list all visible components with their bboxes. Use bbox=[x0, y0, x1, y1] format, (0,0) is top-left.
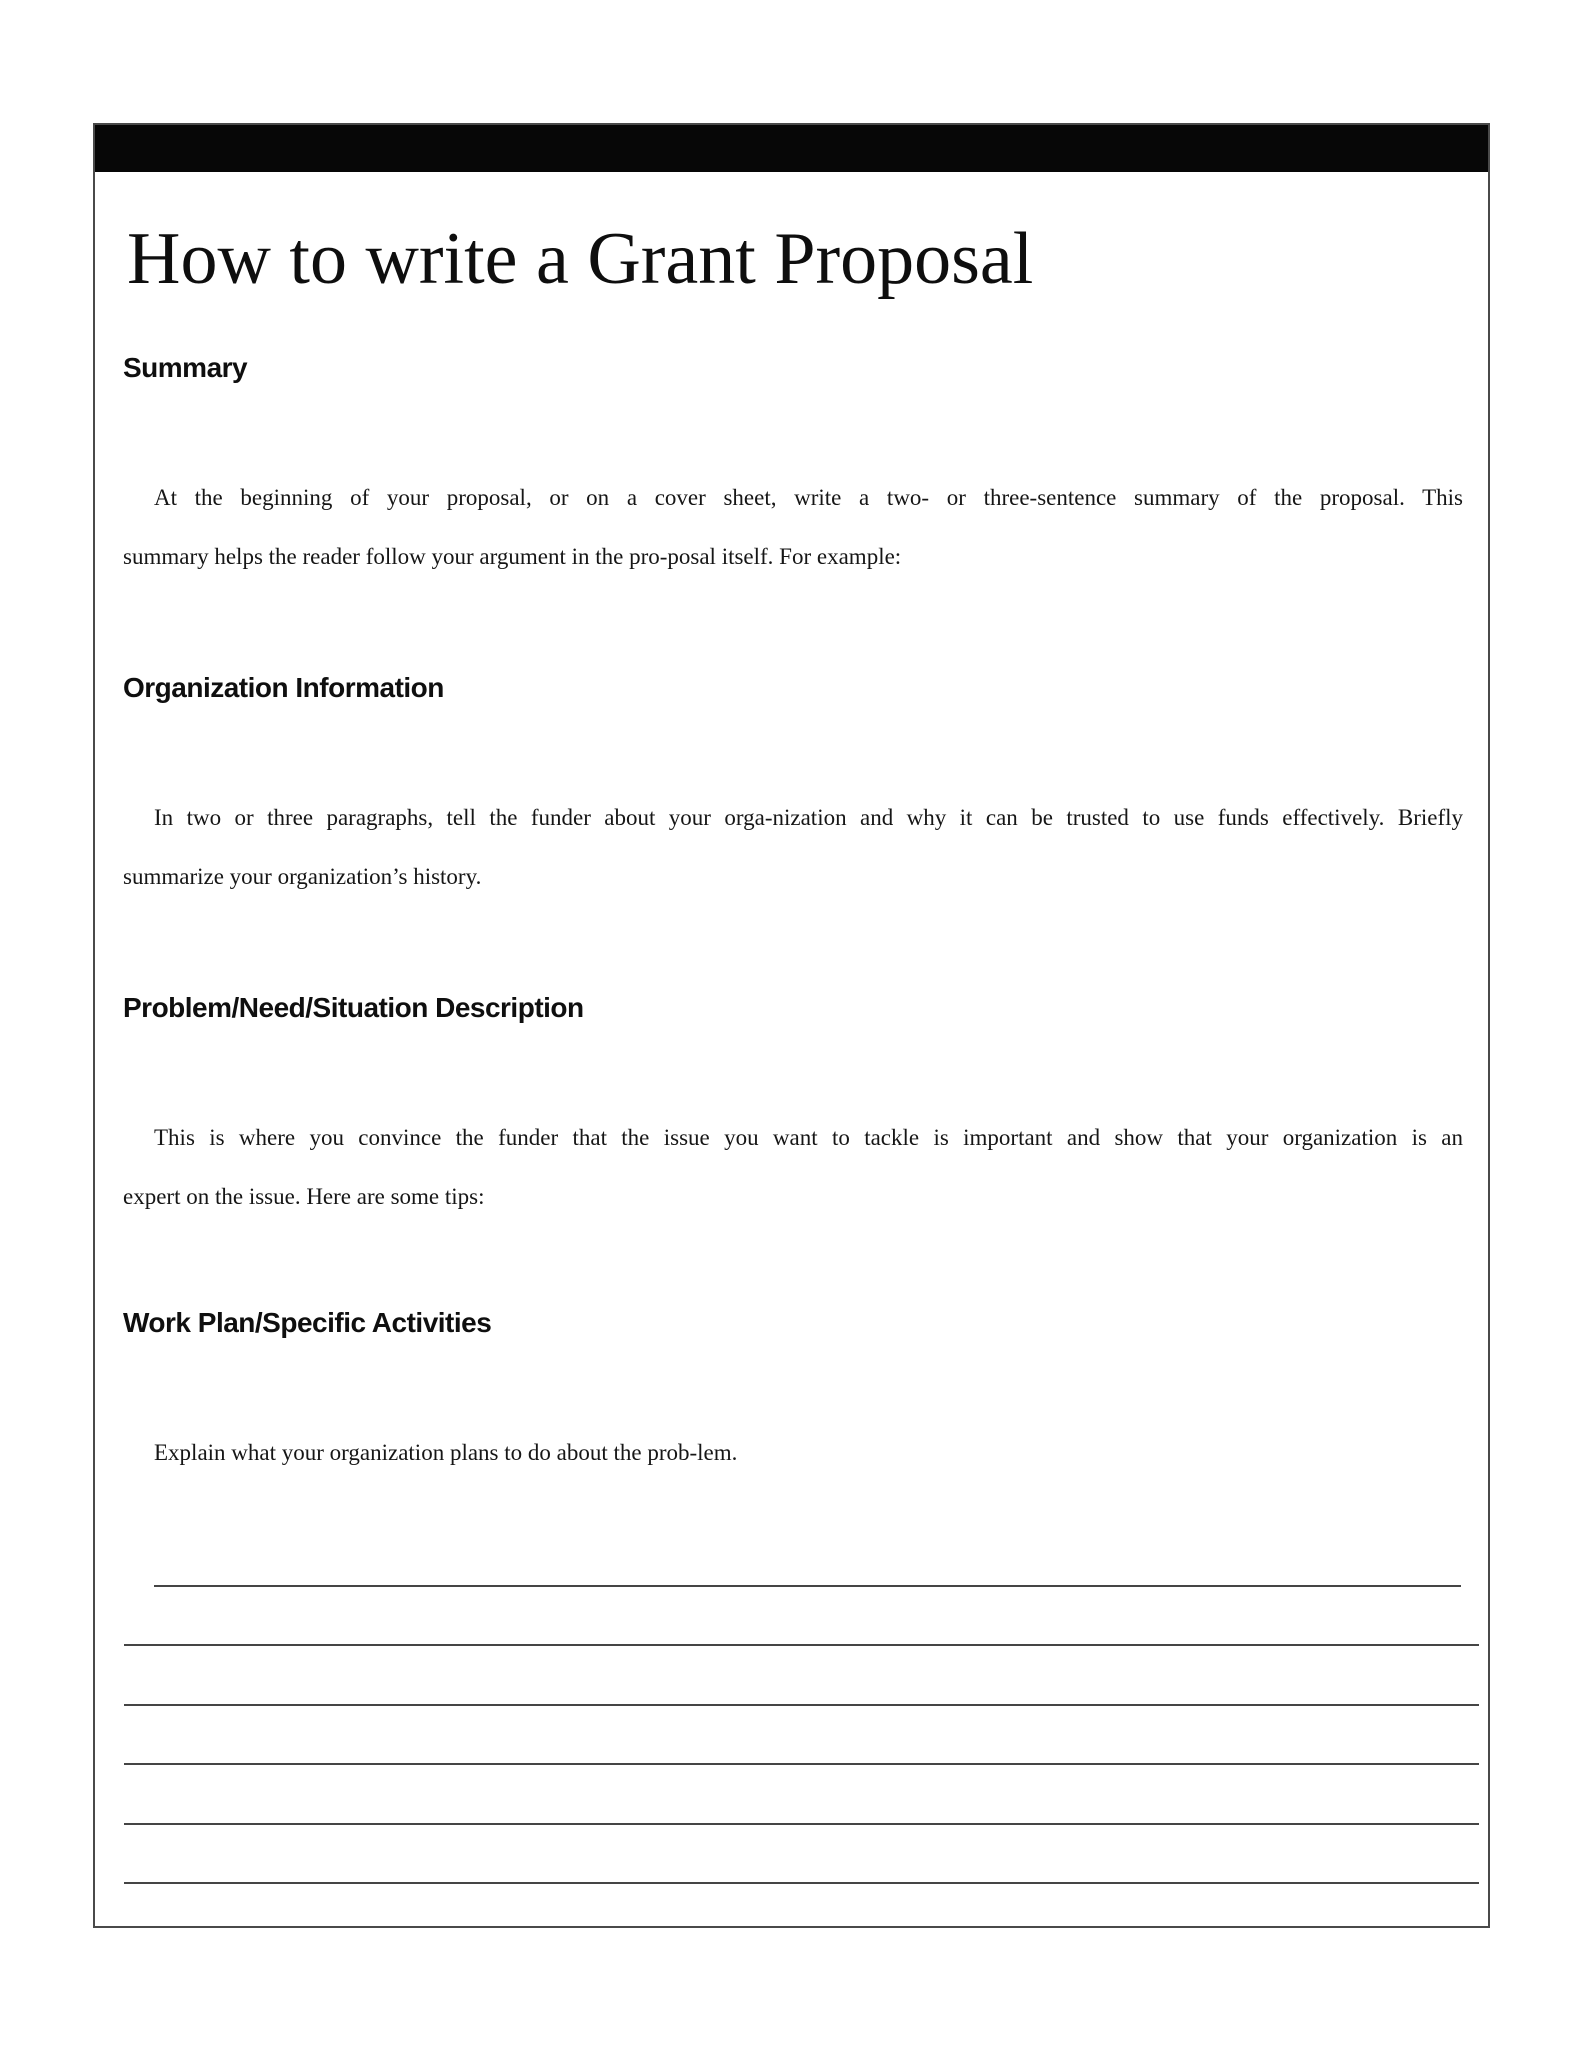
paragraph-problem-need-situation bbox=[123, 1108, 1463, 1226]
page-title: How to write a Grant Proposal bbox=[127, 218, 1034, 300]
blank-writing-line bbox=[124, 1823, 1479, 1825]
header-bar bbox=[95, 125, 1488, 172]
paragraph-line: summary helps the reader follow your argument in the pro-posal itself. For example: bbox=[123, 544, 902, 569]
blank-writing-line bbox=[124, 1882, 1479, 1884]
paragraph-line: summarize your organization’s history. bbox=[123, 864, 482, 889]
section-heading-problem-need-situation: Problem/Need/Situation Description bbox=[123, 992, 584, 1023]
section-heading-work-plan: Work Plan/Specific Activities bbox=[123, 1307, 492, 1338]
blank-writing-line bbox=[154, 1585, 1461, 1587]
paragraph-line: Explain what your organization plans to do about the prob-lem. bbox=[154, 1440, 738, 1465]
blank-writing-line bbox=[124, 1644, 1479, 1646]
section-heading-summary: Summary bbox=[123, 352, 248, 383]
paragraph-line: At the beginning of your proposal, or on a cover sheet, write a two- or three-sentence summary of the proposal. This bbox=[154, 485, 1463, 510]
paragraph-line: This is where you convince the funder that the issue you want to tackle is important and show that your organization is an bbox=[154, 1125, 1463, 1150]
paragraph-summary bbox=[123, 468, 1463, 586]
paragraph-line: In two or three paragraphs, tell the funder about your orga-nization and why it can be trusted to use funds effectively. Briefly bbox=[154, 805, 1463, 830]
paragraph-work-plan bbox=[123, 1423, 1463, 1482]
paragraph-organization-information bbox=[123, 788, 1463, 906]
blank-writing-line bbox=[124, 1763, 1479, 1765]
paragraph-line: expert on the issue. Here are some tips: bbox=[123, 1184, 485, 1209]
section-heading-organization-information: Organization Information bbox=[123, 672, 444, 703]
document-page bbox=[93, 123, 1490, 1928]
blank-writing-line bbox=[124, 1704, 1479, 1706]
